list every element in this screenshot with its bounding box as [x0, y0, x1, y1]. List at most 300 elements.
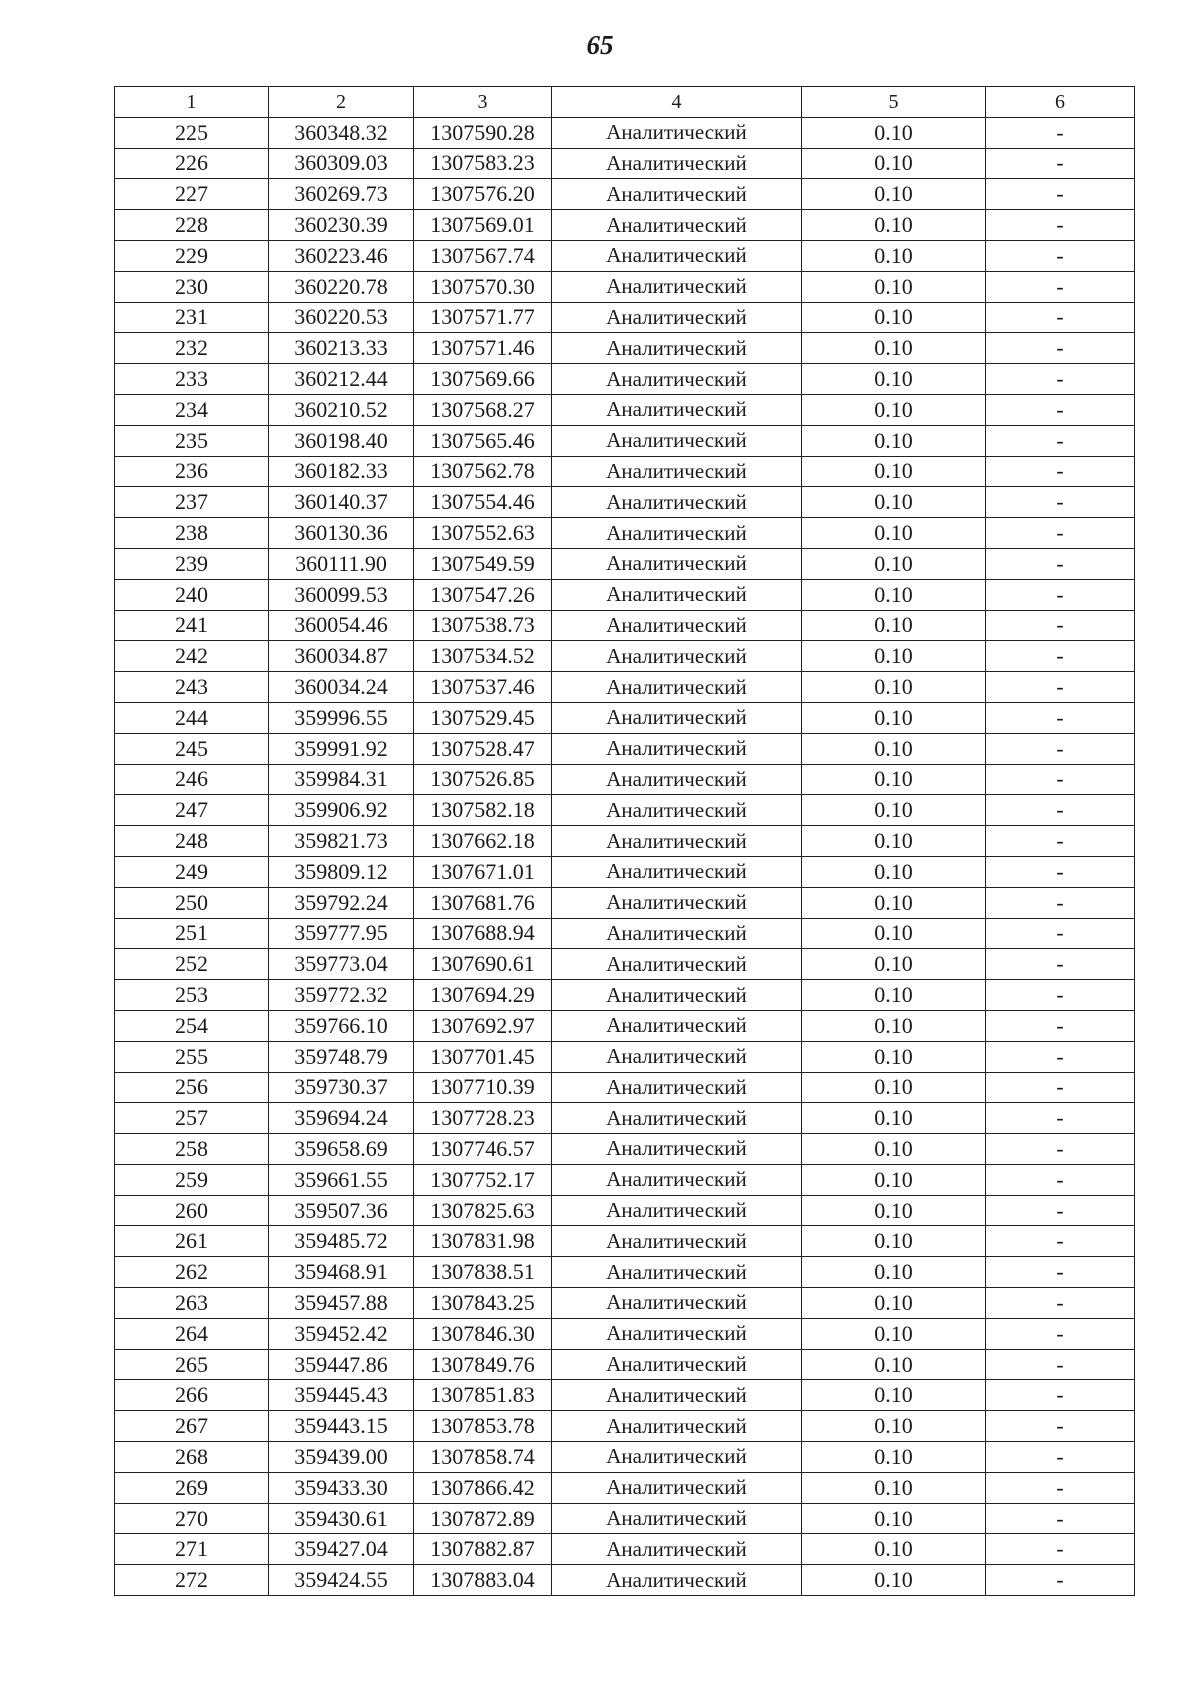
- accuracy-cell: 0.10: [802, 795, 986, 826]
- x-coordinate-cell: 360212.44: [269, 364, 414, 395]
- accuracy-cell: 0.10: [802, 764, 986, 795]
- note-cell: -: [986, 579, 1135, 610]
- y-coordinate-cell: 1307571.77: [414, 302, 552, 333]
- note-cell: -: [986, 1164, 1135, 1195]
- accuracy-cell: 0.10: [802, 1103, 986, 1134]
- point-number-cell: 267: [115, 1411, 269, 1442]
- y-coordinate-cell: 1307534.52: [414, 641, 552, 672]
- y-coordinate-cell: 1307688.94: [414, 918, 552, 949]
- table-row: [115, 980, 1135, 1011]
- header-cell: 6: [986, 87, 1135, 118]
- point-number-cell: 248: [115, 826, 269, 857]
- accuracy-cell: 0.10: [802, 1380, 986, 1411]
- point-number-cell: 234: [115, 394, 269, 425]
- table-row: [115, 240, 1135, 271]
- method-cell: Аналитический: [552, 302, 802, 333]
- y-coordinate-cell: 1307851.83: [414, 1380, 552, 1411]
- note-cell: -: [986, 702, 1135, 733]
- x-coordinate-cell: 359661.55: [269, 1164, 414, 1195]
- accuracy-cell: 0.10: [802, 1288, 986, 1319]
- method-cell: Аналитический: [552, 856, 802, 887]
- table-row: [115, 641, 1135, 672]
- point-number-cell: 238: [115, 518, 269, 549]
- note-cell: -: [986, 1380, 1135, 1411]
- accuracy-cell: 0.10: [802, 210, 986, 241]
- point-number-cell: 236: [115, 456, 269, 487]
- x-coordinate-cell: 359443.15: [269, 1411, 414, 1442]
- x-coordinate-cell: 360034.87: [269, 641, 414, 672]
- method-cell: Аналитический: [552, 826, 802, 857]
- point-number-cell: 260: [115, 1195, 269, 1226]
- accuracy-cell: 0.10: [802, 117, 986, 148]
- point-number-cell: 271: [115, 1534, 269, 1565]
- method-cell: Аналитический: [552, 117, 802, 148]
- point-number-cell: 268: [115, 1442, 269, 1473]
- table-row: [115, 949, 1135, 980]
- header-cell: 4: [552, 87, 802, 118]
- accuracy-cell: 0.10: [802, 1442, 986, 1473]
- x-coordinate-cell: 359766.10: [269, 1010, 414, 1041]
- x-coordinate-cell: 360223.46: [269, 240, 414, 271]
- method-cell: Аналитический: [552, 610, 802, 641]
- note-cell: -: [986, 1257, 1135, 1288]
- accuracy-cell: 0.10: [802, 579, 986, 610]
- table-row: [115, 1195, 1135, 1226]
- method-cell: Аналитический: [552, 1010, 802, 1041]
- header-cell: 1: [115, 87, 269, 118]
- x-coordinate-cell: 359430.61: [269, 1503, 414, 1534]
- accuracy-cell: 0.10: [802, 918, 986, 949]
- x-coordinate-cell: 360220.53: [269, 302, 414, 333]
- y-coordinate-cell: 1307568.27: [414, 394, 552, 425]
- table-row: [115, 425, 1135, 456]
- header-cell: 5: [802, 87, 986, 118]
- accuracy-cell: 0.10: [802, 1472, 986, 1503]
- method-cell: Аналитический: [552, 1380, 802, 1411]
- table-row: [115, 764, 1135, 795]
- table-row: [115, 117, 1135, 148]
- y-coordinate-cell: 1307529.45: [414, 702, 552, 733]
- page-number: 65: [586, 30, 614, 60]
- method-cell: Аналитический: [552, 210, 802, 241]
- note-cell: -: [986, 364, 1135, 395]
- accuracy-cell: 0.10: [802, 1349, 986, 1380]
- accuracy-cell: 0.10: [802, 240, 986, 271]
- method-cell: Аналитический: [552, 733, 802, 764]
- y-coordinate-cell: 1307866.42: [414, 1472, 552, 1503]
- point-number-cell: 231: [115, 302, 269, 333]
- header-cell: 3: [414, 87, 552, 118]
- table-row: [115, 1164, 1135, 1195]
- accuracy-cell: 0.10: [802, 1318, 986, 1349]
- table-row: [115, 548, 1135, 579]
- point-number-cell: 226: [115, 148, 269, 179]
- x-coordinate-cell: 360309.03: [269, 148, 414, 179]
- table-row: [115, 795, 1135, 826]
- point-number-cell: 253: [115, 980, 269, 1011]
- accuracy-cell: 0.10: [802, 487, 986, 518]
- note-cell: -: [986, 1072, 1135, 1103]
- y-coordinate-cell: 1307662.18: [414, 826, 552, 857]
- y-coordinate-cell: 1307576.20: [414, 179, 552, 210]
- point-number-cell: 247: [115, 795, 269, 826]
- x-coordinate-cell: 359984.31: [269, 764, 414, 795]
- note-cell: -: [986, 271, 1135, 302]
- x-coordinate-cell: 359468.91: [269, 1257, 414, 1288]
- x-coordinate-cell: 359485.72: [269, 1226, 414, 1257]
- y-coordinate-cell: 1307882.87: [414, 1534, 552, 1565]
- y-coordinate-cell: 1307562.78: [414, 456, 552, 487]
- method-cell: Аналитический: [552, 1442, 802, 1473]
- point-number-cell: 225: [115, 117, 269, 148]
- table-row: [115, 364, 1135, 395]
- table-row: [115, 856, 1135, 887]
- method-cell: Аналитический: [552, 148, 802, 179]
- accuracy-cell: 0.10: [802, 271, 986, 302]
- table-row: [115, 271, 1135, 302]
- method-cell: Аналитический: [552, 1103, 802, 1134]
- point-number-cell: 228: [115, 210, 269, 241]
- note-cell: -: [986, 764, 1135, 795]
- y-coordinate-cell: 1307883.04: [414, 1565, 552, 1596]
- note-cell: -: [986, 548, 1135, 579]
- x-coordinate-cell: 359427.04: [269, 1534, 414, 1565]
- method-cell: Аналитический: [552, 394, 802, 425]
- x-coordinate-cell: 360198.40: [269, 425, 414, 456]
- accuracy-cell: 0.10: [802, 702, 986, 733]
- accuracy-cell: 0.10: [802, 826, 986, 857]
- x-coordinate-cell: 359433.30: [269, 1472, 414, 1503]
- table-row: [115, 1072, 1135, 1103]
- x-coordinate-cell: 360140.37: [269, 487, 414, 518]
- table-row: [115, 518, 1135, 549]
- method-cell: Аналитический: [552, 641, 802, 672]
- point-number-cell: 227: [115, 179, 269, 210]
- x-coordinate-cell: 359906.92: [269, 795, 414, 826]
- x-coordinate-cell: 360220.78: [269, 271, 414, 302]
- x-coordinate-cell: 359424.55: [269, 1565, 414, 1596]
- note-cell: -: [986, 210, 1135, 241]
- point-number-cell: 239: [115, 548, 269, 579]
- accuracy-cell: 0.10: [802, 1257, 986, 1288]
- y-coordinate-cell: 1307831.98: [414, 1226, 552, 1257]
- accuracy-cell: 0.10: [802, 856, 986, 887]
- note-cell: -: [986, 1534, 1135, 1565]
- table-row: [115, 702, 1135, 733]
- point-number-cell: 270: [115, 1503, 269, 1534]
- table-row: [115, 887, 1135, 918]
- x-coordinate-cell: 360210.52: [269, 394, 414, 425]
- x-coordinate-cell: 360034.24: [269, 672, 414, 703]
- note-cell: -: [986, 856, 1135, 887]
- method-cell: Аналитический: [552, 240, 802, 271]
- note-cell: -: [986, 1472, 1135, 1503]
- y-coordinate-cell: 1307526.85: [414, 764, 552, 795]
- method-cell: Аналитический: [552, 1411, 802, 1442]
- accuracy-cell: 0.10: [802, 1072, 986, 1103]
- method-cell: Аналитический: [552, 672, 802, 703]
- y-coordinate-cell: 1307853.78: [414, 1411, 552, 1442]
- note-cell: -: [986, 1565, 1135, 1596]
- note-cell: -: [986, 826, 1135, 857]
- method-cell: Аналитический: [552, 1257, 802, 1288]
- point-number-cell: 237: [115, 487, 269, 518]
- note-cell: -: [986, 456, 1135, 487]
- x-coordinate-cell: 359809.12: [269, 856, 414, 887]
- note-cell: -: [986, 487, 1135, 518]
- accuracy-cell: 0.10: [802, 1164, 986, 1195]
- accuracy-cell: 0.10: [802, 672, 986, 703]
- point-number-cell: 245: [115, 733, 269, 764]
- note-cell: -: [986, 887, 1135, 918]
- method-cell: Аналитический: [552, 764, 802, 795]
- note-cell: -: [986, 1010, 1135, 1041]
- method-cell: Аналитический: [552, 702, 802, 733]
- x-coordinate-cell: 359772.32: [269, 980, 414, 1011]
- point-number-cell: 254: [115, 1010, 269, 1041]
- accuracy-cell: 0.10: [802, 148, 986, 179]
- accuracy-cell: 0.10: [802, 302, 986, 333]
- note-cell: -: [986, 394, 1135, 425]
- y-coordinate-cell: 1307547.26: [414, 579, 552, 610]
- y-coordinate-cell: 1307528.47: [414, 733, 552, 764]
- table-row: [115, 1411, 1135, 1442]
- point-number-cell: 252: [115, 949, 269, 980]
- method-cell: Аналитический: [552, 1164, 802, 1195]
- point-number-cell: 230: [115, 271, 269, 302]
- x-coordinate-cell: 359991.92: [269, 733, 414, 764]
- note-cell: -: [986, 148, 1135, 179]
- note-cell: -: [986, 733, 1135, 764]
- method-cell: Аналитический: [552, 333, 802, 364]
- method-cell: Аналитический: [552, 1041, 802, 1072]
- accuracy-cell: 0.10: [802, 518, 986, 549]
- x-coordinate-cell: 359996.55: [269, 702, 414, 733]
- accuracy-cell: 0.10: [802, 1411, 986, 1442]
- accuracy-cell: 0.10: [802, 1565, 986, 1596]
- method-cell: Аналитический: [552, 1072, 802, 1103]
- note-cell: -: [986, 980, 1135, 1011]
- note-cell: -: [986, 641, 1135, 672]
- table-row: [115, 733, 1135, 764]
- note-cell: -: [986, 1318, 1135, 1349]
- accuracy-cell: 0.10: [802, 733, 986, 764]
- point-number-cell: 255: [115, 1041, 269, 1072]
- table-row: [115, 333, 1135, 364]
- x-coordinate-cell: 359777.95: [269, 918, 414, 949]
- note-cell: -: [986, 949, 1135, 980]
- y-coordinate-cell: 1307571.46: [414, 333, 552, 364]
- x-coordinate-cell: 360182.33: [269, 456, 414, 487]
- table-row: [115, 1565, 1135, 1596]
- y-coordinate-cell: 1307872.89: [414, 1503, 552, 1534]
- y-coordinate-cell: 1307690.61: [414, 949, 552, 980]
- table-row: [115, 1226, 1135, 1257]
- method-cell: Аналитический: [552, 980, 802, 1011]
- table-row: [115, 1134, 1135, 1165]
- y-coordinate-cell: 1307569.01: [414, 210, 552, 241]
- method-cell: Аналитический: [552, 579, 802, 610]
- y-coordinate-cell: 1307537.46: [414, 672, 552, 703]
- table-row: [115, 394, 1135, 425]
- y-coordinate-cell: 1307554.46: [414, 487, 552, 518]
- table-row: [115, 1380, 1135, 1411]
- y-coordinate-cell: 1307710.39: [414, 1072, 552, 1103]
- accuracy-cell: 0.10: [802, 1041, 986, 1072]
- x-coordinate-cell: 359445.43: [269, 1380, 414, 1411]
- x-coordinate-cell: 359457.88: [269, 1288, 414, 1319]
- accuracy-cell: 0.10: [802, 1226, 986, 1257]
- method-cell: Аналитический: [552, 179, 802, 210]
- table-row: [115, 1503, 1135, 1534]
- y-coordinate-cell: 1307583.23: [414, 148, 552, 179]
- point-number-cell: 251: [115, 918, 269, 949]
- accuracy-cell: 0.10: [802, 425, 986, 456]
- table-row: [115, 210, 1135, 241]
- table-row: [115, 1442, 1135, 1473]
- y-coordinate-cell: 1307569.66: [414, 364, 552, 395]
- table-row: [115, 610, 1135, 641]
- table-body: [115, 87, 1135, 1596]
- y-coordinate-cell: 1307849.76: [414, 1349, 552, 1380]
- point-number-cell: 264: [115, 1318, 269, 1349]
- method-cell: Аналитический: [552, 1288, 802, 1319]
- table-row: [115, 672, 1135, 703]
- header-cell: 2: [269, 87, 414, 118]
- y-coordinate-cell: 1307570.30: [414, 271, 552, 302]
- table-row: [115, 826, 1135, 857]
- accuracy-cell: 0.10: [802, 456, 986, 487]
- x-coordinate-cell: 359748.79: [269, 1041, 414, 1072]
- y-coordinate-cell: 1307552.63: [414, 518, 552, 549]
- table-header-row: [115, 87, 1135, 118]
- note-cell: -: [986, 425, 1135, 456]
- point-number-cell: 229: [115, 240, 269, 271]
- table-row: [115, 1318, 1135, 1349]
- note-cell: -: [986, 918, 1135, 949]
- accuracy-cell: 0.10: [802, 333, 986, 364]
- y-coordinate-cell: 1307681.76: [414, 887, 552, 918]
- method-cell: Аналитический: [552, 548, 802, 579]
- point-number-cell: 241: [115, 610, 269, 641]
- point-number-cell: 257: [115, 1103, 269, 1134]
- accuracy-cell: 0.10: [802, 1195, 986, 1226]
- y-coordinate-cell: 1307825.63: [414, 1195, 552, 1226]
- method-cell: Аналитический: [552, 887, 802, 918]
- point-number-cell: 265: [115, 1349, 269, 1380]
- y-coordinate-cell: 1307752.17: [414, 1164, 552, 1195]
- method-cell: Аналитический: [552, 425, 802, 456]
- accuracy-cell: 0.10: [802, 1010, 986, 1041]
- note-cell: -: [986, 179, 1135, 210]
- accuracy-cell: 0.10: [802, 610, 986, 641]
- accuracy-cell: 0.10: [802, 980, 986, 1011]
- table-row: [115, 1257, 1135, 1288]
- point-number-cell: 269: [115, 1472, 269, 1503]
- point-number-cell: 246: [115, 764, 269, 795]
- note-cell: -: [986, 1442, 1135, 1473]
- table-row: [115, 302, 1135, 333]
- note-cell: -: [986, 1195, 1135, 1226]
- method-cell: Аналитический: [552, 1226, 802, 1257]
- x-coordinate-cell: 359773.04: [269, 949, 414, 980]
- table-row: [115, 1472, 1135, 1503]
- accuracy-cell: 0.10: [802, 548, 986, 579]
- point-number-cell: 272: [115, 1565, 269, 1596]
- note-cell: -: [986, 1103, 1135, 1134]
- table-row: [115, 487, 1135, 518]
- point-number-cell: 258: [115, 1134, 269, 1165]
- x-coordinate-cell: 359694.24: [269, 1103, 414, 1134]
- method-cell: Аналитический: [552, 518, 802, 549]
- point-number-cell: 242: [115, 641, 269, 672]
- point-number-cell: 243: [115, 672, 269, 703]
- note-cell: -: [986, 117, 1135, 148]
- table-row: [115, 579, 1135, 610]
- x-coordinate-cell: 359730.37: [269, 1072, 414, 1103]
- y-coordinate-cell: 1307582.18: [414, 795, 552, 826]
- y-coordinate-cell: 1307565.46: [414, 425, 552, 456]
- x-coordinate-cell: 360230.39: [269, 210, 414, 241]
- accuracy-cell: 0.10: [802, 1503, 986, 1534]
- note-cell: -: [986, 1134, 1135, 1165]
- point-number-cell: 233: [115, 364, 269, 395]
- method-cell: Аналитический: [552, 487, 802, 518]
- method-cell: Аналитический: [552, 795, 802, 826]
- note-cell: -: [986, 1226, 1135, 1257]
- point-number-cell: 266: [115, 1380, 269, 1411]
- y-coordinate-cell: 1307838.51: [414, 1257, 552, 1288]
- accuracy-cell: 0.10: [802, 179, 986, 210]
- accuracy-cell: 0.10: [802, 394, 986, 425]
- accuracy-cell: 0.10: [802, 887, 986, 918]
- point-number-cell: 240: [115, 579, 269, 610]
- point-number-cell: 249: [115, 856, 269, 887]
- table-row: [115, 1288, 1135, 1319]
- x-coordinate-cell: 359507.36: [269, 1195, 414, 1226]
- point-number-cell: 235: [115, 425, 269, 456]
- y-coordinate-cell: 1307846.30: [414, 1318, 552, 1349]
- point-number-cell: 244: [115, 702, 269, 733]
- y-coordinate-cell: 1307671.01: [414, 856, 552, 887]
- point-number-cell: 263: [115, 1288, 269, 1319]
- y-coordinate-cell: 1307692.97: [414, 1010, 552, 1041]
- table-row: [115, 179, 1135, 210]
- method-cell: Аналитический: [552, 1349, 802, 1380]
- note-cell: -: [986, 1411, 1135, 1442]
- y-coordinate-cell: 1307701.45: [414, 1041, 552, 1072]
- table-row: [115, 1534, 1135, 1565]
- x-coordinate-cell: 359452.42: [269, 1318, 414, 1349]
- table-row: [115, 1349, 1135, 1380]
- x-coordinate-cell: 360054.46: [269, 610, 414, 641]
- y-coordinate-cell: 1307728.23: [414, 1103, 552, 1134]
- x-coordinate-cell: 359792.24: [269, 887, 414, 918]
- y-coordinate-cell: 1307538.73: [414, 610, 552, 641]
- method-cell: Аналитический: [552, 456, 802, 487]
- x-coordinate-cell: 360269.73: [269, 179, 414, 210]
- x-coordinate-cell: 360111.90: [269, 548, 414, 579]
- accuracy-cell: 0.10: [802, 1534, 986, 1565]
- note-cell: -: [986, 672, 1135, 703]
- table-row: [115, 918, 1135, 949]
- point-number-cell: 262: [115, 1257, 269, 1288]
- note-cell: -: [986, 1503, 1135, 1534]
- table-row: [115, 1010, 1135, 1041]
- accuracy-cell: 0.10: [802, 949, 986, 980]
- table-row: [115, 456, 1135, 487]
- table-row: [115, 1103, 1135, 1134]
